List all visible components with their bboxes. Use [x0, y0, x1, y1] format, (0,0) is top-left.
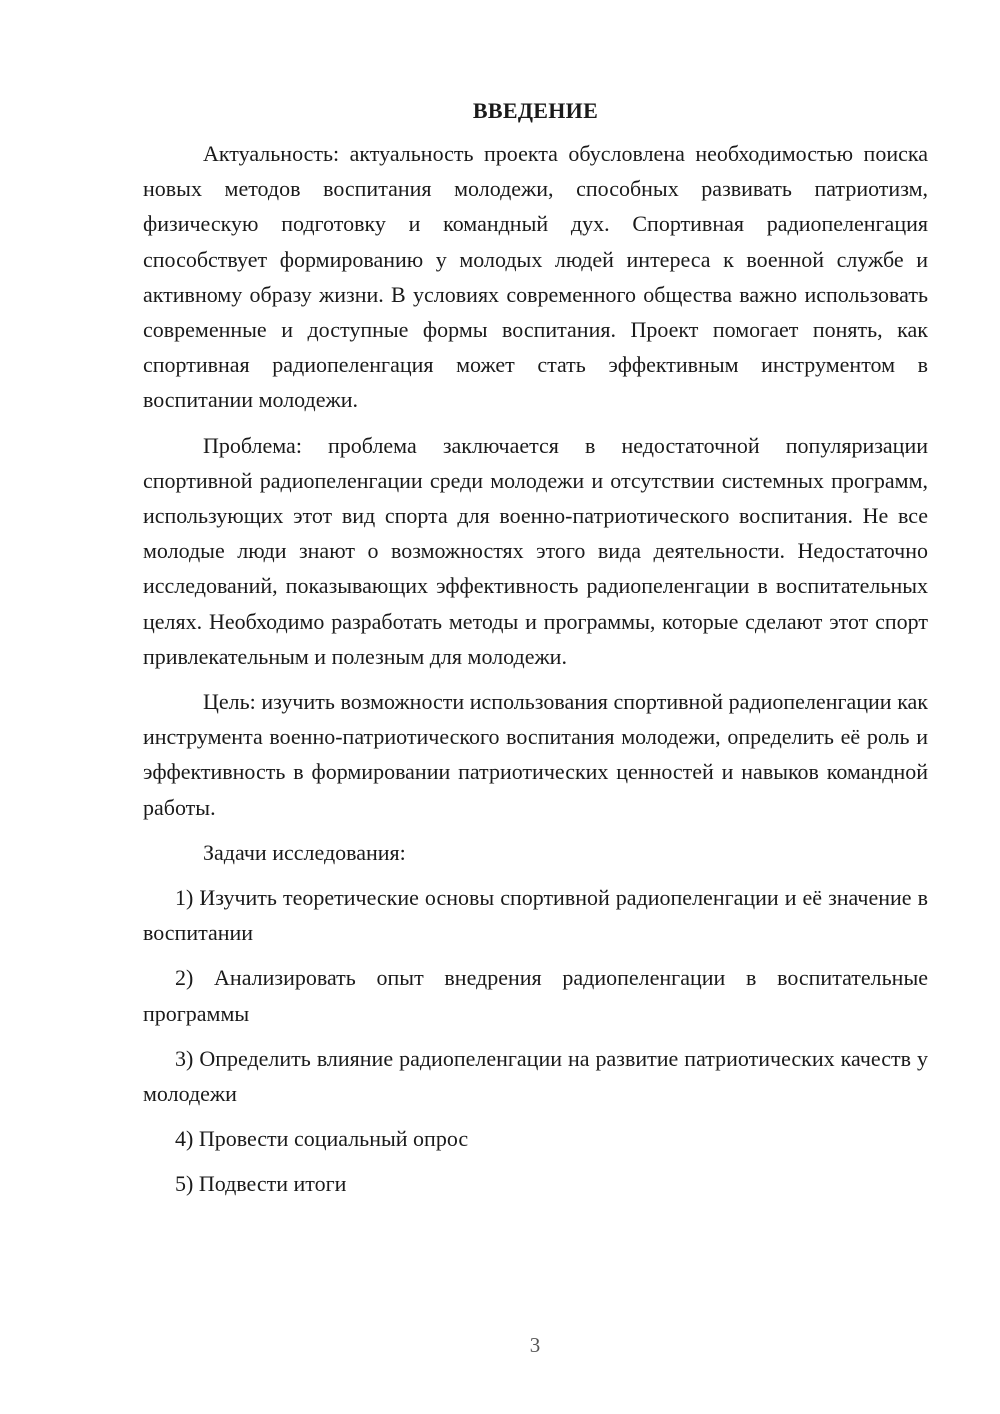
task-item: 4) Провести социальный опрос: [175, 1126, 469, 1152]
task-item: 1) Изучить теоретические основы спортивной радиопеленгации и её значение в воспитании: [143, 885, 928, 946]
task-item: 5) Подвести итоги: [175, 1171, 347, 1197]
paragraph-problem: Проблема: проблема заключается в недостаточной популяризации спортивной радиопеленгации среди молодежи и отсутствии системных программ, использующих этот вид спорта для военно-патриотического воспитания. Не все молодые люди знают о возможностях этого вида деятельности. Недостаточно исследований, показывающих эффективность радиопеленгации в воспитательных целях. Необходимо разработать методы и программы, которые сделают этот спорт привлекательным и полезным для молодежи.: [143, 432, 928, 669]
paragraph-relevance: Актуальность: актуальность проекта обусловлена необходимостью поиска новых методов воспитания молодежи, способных развивать патриотизм, физическую подготовку и командный дух. Спортивная радиопеленгация способствует формированию у молодых людей интереса к военной службе и активному образу жизни. В условиях современного общества важно использовать современные и доступные формы воспитания. Проект помогает понять, как спортивная радиопеленгация может стать эффективным инструментом в воспитании молодежи.: [143, 141, 928, 413]
page-number: 3: [529, 1333, 541, 1357]
page-title: ВВЕДЕНИЕ: [472, 98, 599, 123]
document-page: [143, 96, 928, 1212]
tasks-heading: Задачи исследования:: [203, 839, 406, 865]
task-item: 2) Анализировать опыт внедрения радиопеленгации в воспитательные программы: [143, 965, 928, 1026]
task-item: 3) Определить влияние радиопеленгации на развитие патриотических качеств у молодежи: [143, 1045, 928, 1107]
paragraph-goal: Цель: изучить возможности использования спортивной радиопеленгации как инструмента военно-патриотического воспитания молодежи, определить её роль и эффективность в формировании патриотических ценностей и навыков командной работы.: [143, 689, 928, 820]
